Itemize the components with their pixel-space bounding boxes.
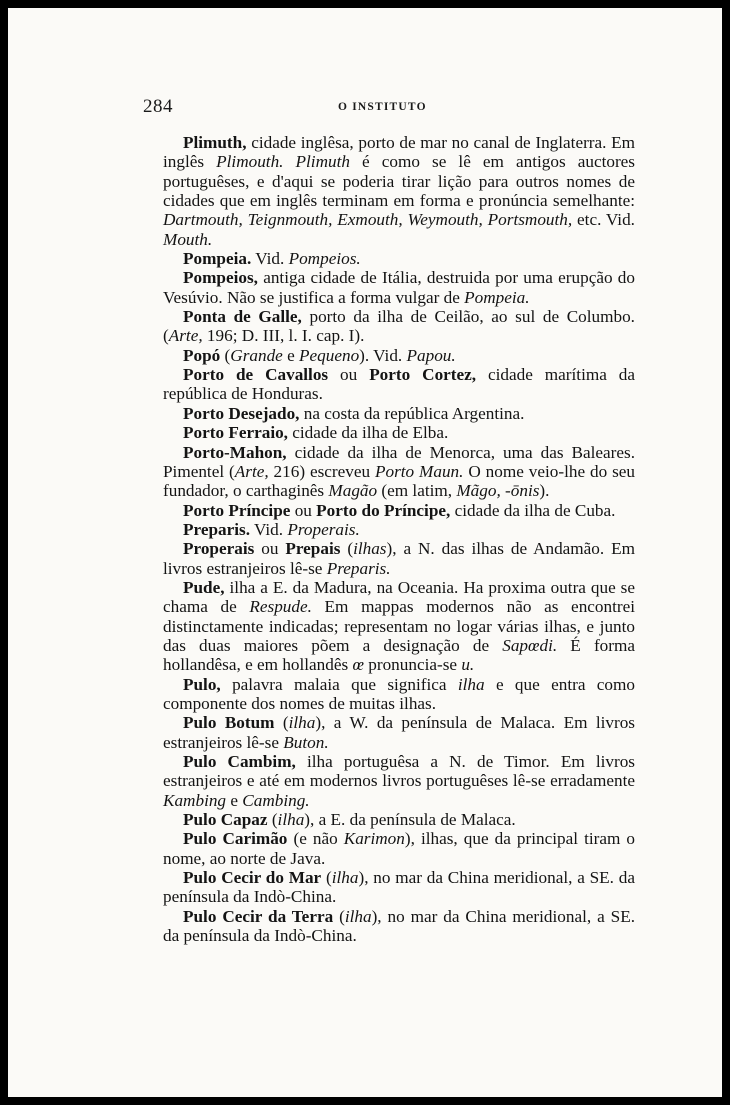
entry-italic: Sapœdi. [502, 635, 558, 655]
entry [163, 829, 635, 868]
entry-text: cidade da ilha de Cuba. [450, 500, 616, 520]
entry-text: ), a W. da península de Malaca. Em livros estranjeiros lê-se [163, 713, 635, 752]
entry-italic: ilha [288, 713, 316, 733]
entry-italic: Papou. [406, 345, 456, 365]
entry-italic: ilha [331, 868, 359, 888]
entry-text: na costa da república Argentina. [299, 403, 525, 423]
entry-italic: ilha [344, 906, 372, 926]
entry-text: e [226, 790, 243, 810]
entry-text: (e não [287, 829, 344, 849]
entry [163, 365, 635, 404]
entry-headword: Porto Príncipe [183, 500, 291, 520]
entry [163, 810, 635, 829]
entry-text: ), a E. da península de Malaca. [304, 810, 516, 830]
entry-text: ). [539, 481, 550, 501]
entry-text: é como se lê em antigos auctores portuguêses, e d'aqui se poderia tirar lição para outros nomes de cidades que em inglês terminam em forma e pronúncia semelhante: [163, 152, 635, 211]
entry [163, 346, 635, 365]
entry-headword: Properais [183, 539, 255, 559]
entry-text: e [282, 345, 300, 365]
entry [163, 907, 635, 946]
entry-text: porto da ilha de Ceilão, ao sul de Columbo. ( [163, 307, 635, 346]
entry-alt-name: Porto do Príncipe, [316, 500, 451, 520]
entry [163, 423, 635, 442]
entry-headword: Pompeia. [183, 249, 252, 269]
entry-italic: ilhas [353, 539, 387, 559]
page-number: 284 [143, 96, 173, 117]
page-header [143, 96, 643, 120]
entry-headword: Plimuth, [183, 133, 247, 152]
entry-headword: Porto Desejado, [183, 403, 300, 423]
entry-italic: œ [352, 655, 364, 675]
entry-text: palavra malaia que significa [220, 674, 458, 694]
entry-headword: Pulo Capaz [183, 810, 268, 830]
entry-headword: Pulo Cecir da Terra [183, 906, 334, 926]
entry-text: pronuncia-se [363, 655, 462, 675]
entry-italic: Cambing. [242, 790, 310, 810]
entry-text: ), no mar da China meridional, a SE. da península da Indò-China. [163, 868, 635, 907]
entry [163, 675, 635, 714]
entry [163, 501, 635, 520]
entry-italic: Pompeia. [464, 287, 530, 307]
entry-headword: Preparis. [183, 519, 250, 539]
entry [163, 713, 635, 752]
entry [163, 443, 635, 501]
entry-italic: Arte, [168, 326, 203, 346]
dictionary-entries [163, 133, 635, 945]
entry-text: etc. Vid. [572, 210, 635, 230]
entry-italic: Buton. [283, 732, 329, 752]
running-title: O INSTITUTO [338, 101, 427, 113]
entry-italic: Pompeios. [288, 249, 361, 269]
entry-text: cidade marítima da república de Honduras. [163, 365, 635, 404]
entry [163, 868, 635, 907]
entry-text: Vid. [251, 249, 289, 269]
entry [163, 520, 635, 539]
entry-text: (em latim, [377, 481, 457, 501]
entry-text: ( [220, 345, 231, 365]
entry-text: e que entra como componente dos nomes de muitas ilhas. [163, 674, 635, 713]
entry-italic: Mouth. [163, 229, 213, 249]
entry-italic: Dartmouth, Teignmouth, Exmouth, Weymouth, Portsmouth, [163, 210, 573, 230]
entry-text: cidade inglêsa, porto de mar no canal de Inglaterra. Em inglês [163, 133, 635, 172]
entry-text: ), no mar da China meridional, a SE. da península da Indò-China. [163, 906, 635, 946]
entry-italic: ilha [277, 810, 305, 830]
entry [163, 404, 635, 423]
entry [163, 752, 635, 810]
entry-text: ou [328, 365, 370, 385]
entry-italic: Respude. [249, 597, 312, 617]
entry-text: O nome veio-lhe do seu fundador, o carthaginês [163, 461, 636, 501]
entry-italic: Grande [230, 345, 283, 365]
entry-italic: Mãgo, -ōnis [456, 481, 540, 501]
entry-headword: Pulo Cecir do Mar [183, 868, 322, 888]
entry-italic: Kambing [163, 790, 227, 810]
entry-headword: Pulo Carimão [183, 829, 288, 849]
entry-headword: Porto de Cavallos [183, 365, 329, 385]
entry-text: ou [290, 500, 317, 520]
entry-italic: Preparis. [326, 558, 391, 578]
entry-headword: Pulo, [183, 674, 221, 694]
entry-text: Vid. [250, 519, 288, 539]
entry-headword: Popó [183, 345, 221, 365]
entry-italic: Pequeno [299, 345, 360, 365]
entry-alt-name: Porto Cortez, [369, 365, 477, 385]
entry-text: 196; D. III, l. I. cap. I). [202, 326, 365, 346]
entry-italic: Plimouth. Plimuth [216, 152, 350, 172]
entry-text: ). Vid. [359, 345, 407, 365]
entry-italic: Properais. [287, 519, 360, 539]
entry-text: 216) escreveu [268, 461, 375, 481]
entry-headword: Porto Ferraio, [183, 423, 288, 443]
entry-text: É forma hollandêsa, e em hollandês [163, 635, 635, 675]
entry-text: ilha portuguêsa a N. de Timor. Em livros estranjeiros e até em modernos livros portuguêses lê-se erradamente [163, 752, 635, 791]
entry-text: ( [321, 868, 332, 888]
entry [163, 268, 635, 307]
entry-italic: Porto Maun. [374, 461, 464, 481]
entry [163, 249, 635, 268]
entry-headword: Porto-Mahon, [183, 442, 287, 462]
entry [163, 578, 635, 675]
entry-text: ( [333, 906, 345, 926]
entry-text: ), a N. das ilhas de Andamão. Em livros estranjeiros lê-se [163, 539, 635, 578]
entry-text: cidade da ilha de Menorca, uma das Baleares. Pimentel ( [163, 442, 635, 481]
entry-italic: Karimon [343, 829, 405, 849]
entry-headword: Pompeios, [183, 268, 258, 288]
entry-text: ( [274, 713, 289, 733]
entry-text: Em mappas modernos não as encontrei distinctamente indicadas; representam no logar várias ilhas, e junto das duas maiores põem a designação de [163, 597, 636, 655]
entry [163, 307, 635, 346]
entry-headword: Ponta de Galle, [183, 307, 302, 327]
entry-text: antiga cidade de Itália, destruida por uma erupção do Vesúvio. Não se justifica a forma vulgar de [163, 268, 635, 307]
entry-text: ilha a E. da Madura, na Oceania. Ha proxima outra que se chama de [163, 577, 635, 617]
entry-headword: Pulo Botum [183, 713, 275, 733]
entry-italic: ilha [457, 674, 485, 694]
entry-text: ), ilhas, que da principal tiram o nome, ao norte de Java. [163, 829, 635, 868]
entry-alt-name: Prepais [285, 539, 341, 559]
entry-text: ou [254, 539, 286, 559]
entry-italic: Arte, [234, 461, 269, 481]
entry-italic: Magão [328, 481, 378, 501]
entry-headword: Pude, [183, 577, 225, 597]
entry-headword: Pulo Cambim, [183, 752, 296, 771]
entry [163, 133, 635, 249]
book-page [8, 8, 722, 1097]
entry-text: cidade da ilha de Elba. [287, 423, 449, 443]
entry-italic: u. [461, 655, 475, 675]
entry-text: ( [267, 810, 278, 830]
entry-text: ( [340, 539, 354, 559]
entry [163, 539, 635, 578]
